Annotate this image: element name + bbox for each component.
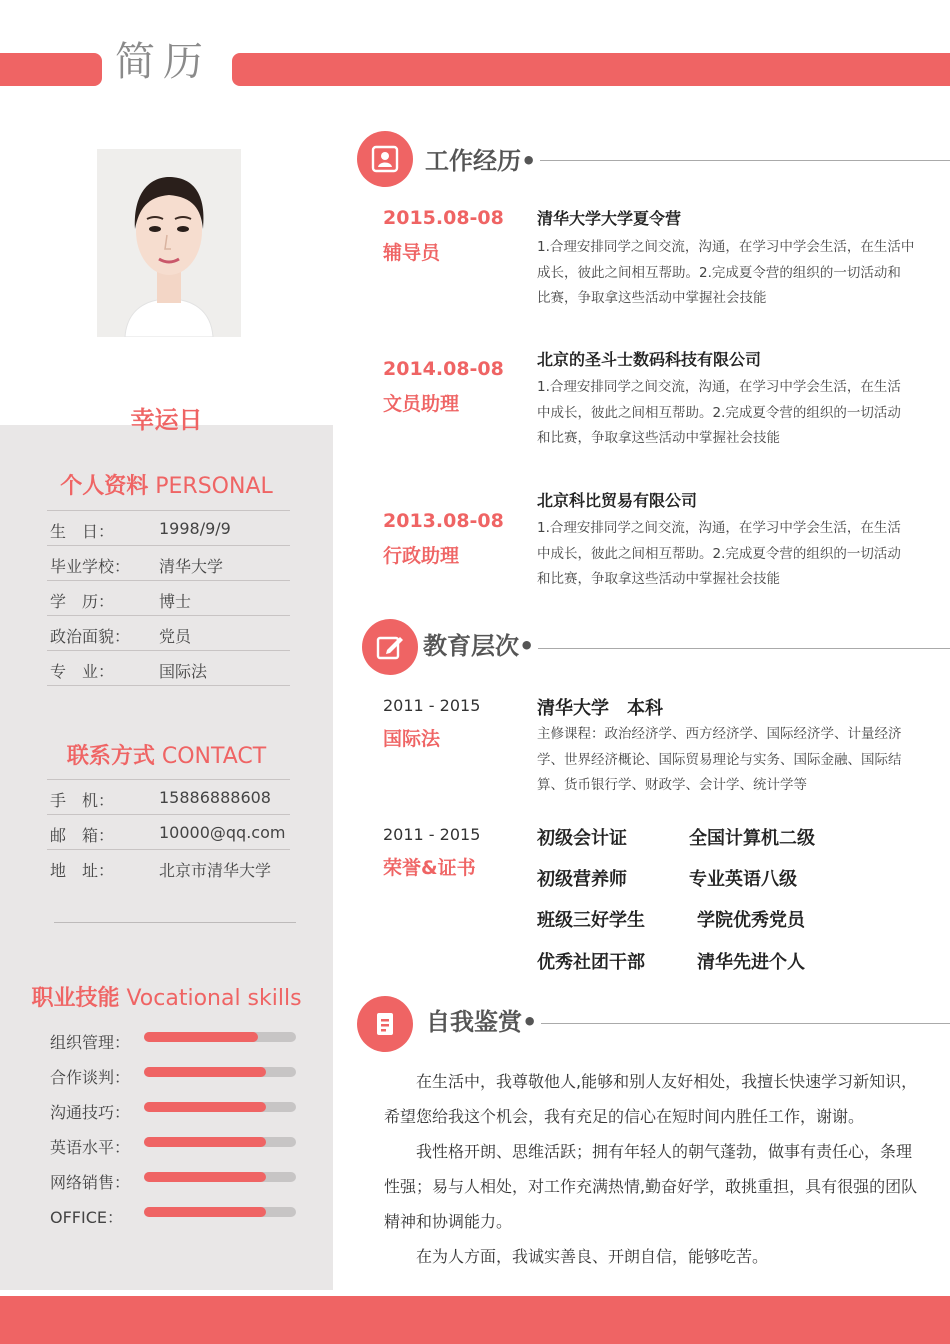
self-section-title: 自我鉴赏•	[426, 1008, 538, 1036]
work-description	[537, 516, 901, 593]
desc-line: 1.合理安排同学之间交流，沟通，在学习中学会生活，在生活	[537, 520, 901, 536]
cert-item: 清华先进个人	[697, 952, 805, 973]
info-value: 15886888608	[159, 788, 271, 807]
skill-bar-fill	[144, 1137, 266, 1147]
info-value: 国际法	[159, 662, 208, 681]
self-line: 精神和协调能力。	[384, 1212, 513, 1231]
cert-item: 专业英语八级	[689, 869, 797, 890]
info-row	[47, 850, 290, 885]
skill-item	[50, 1063, 300, 1087]
contact-info-table	[47, 779, 290, 885]
skills-title-cn: 职业技能	[31, 986, 120, 1011]
skill-bar-fill	[144, 1032, 258, 1042]
skills-title-en: Vocational skills	[126, 986, 302, 1011]
skill-bar-track	[144, 1137, 296, 1147]
skill-item	[50, 1168, 300, 1192]
cert-item: 初级会计证	[537, 828, 627, 849]
info-label: 地 址：	[50, 861, 115, 880]
work-date: 2015.08-08	[383, 207, 504, 229]
header-bar-right	[232, 53, 950, 86]
self-line: 在生活中，我尊敬他人,能够和别人友好相处，我擅长快速学习新知识，	[384, 1072, 918, 1091]
courses-line: 主修课程：政治经济学、西方经济学、国际经济学、计量经济	[537, 726, 902, 742]
self-line: 希望您给我这个机会，我有充足的信心在短时间内胜任工作，谢谢。	[384, 1107, 865, 1126]
skill-item	[50, 1098, 300, 1122]
work-role: 行政助理	[383, 545, 460, 567]
work-company: 清华大学大学夏令营	[537, 209, 682, 228]
info-value: 10000@qq.com	[159, 823, 286, 842]
education-major: 国际法	[383, 728, 441, 750]
info-label: 邮 箱：	[50, 826, 115, 845]
desc-line: 和比赛，争取拿这些活动中掌握社会技能	[537, 430, 780, 446]
work-date: 2014.08-08	[383, 358, 504, 380]
self-line: 性强；易与人相处，对工作充满热情,勤奋好学，敢挑重担，具有很强的团队	[384, 1177, 918, 1196]
self-line: 在为人方面，我诚实善良、开朗自信，能够吃苦。	[384, 1247, 769, 1266]
skill-label: OFFICE：	[50, 1208, 124, 1227]
work-description	[537, 235, 914, 312]
info-value: 北京市清华大学	[159, 861, 272, 880]
education-school: 清华大学 本科	[537, 698, 663, 719]
cert-item: 班级三好学生	[537, 910, 645, 931]
skill-item	[50, 1133, 300, 1157]
cert-item: 学院优秀党员	[697, 910, 805, 931]
work-role: 文员助理	[383, 393, 460, 415]
info-label: 政治面貌：	[50, 627, 131, 646]
work-date: 2013.08-08	[383, 510, 504, 532]
info-value: 1998/9/9	[159, 519, 231, 538]
skills-section-title	[0, 981, 333, 1012]
skill-bar-track	[144, 1067, 296, 1077]
contact-title-cn: 联系方式	[66, 744, 155, 769]
personal-title-cn: 个人资料	[60, 474, 149, 499]
cert-item: 全国计算机二级	[689, 828, 815, 849]
document-icon	[371, 1010, 399, 1038]
skill-bar-fill	[144, 1207, 266, 1217]
work-company: 北京科比贸易有限公司	[537, 491, 698, 510]
info-value: 清华大学	[159, 557, 224, 576]
desc-line: 1.合理安排同学之间交流，沟通，在学习中学会生活，在生活中	[537, 239, 915, 255]
page-title: 简历	[115, 39, 211, 85]
sidebar-divider	[54, 922, 296, 923]
desc-line: 中成长，彼此之间相互帮助。2.完成夏令营的组织的一切活动	[537, 404, 901, 421]
skill-label: 组织管理：	[50, 1033, 131, 1052]
desc-line: 中成长，彼此之间相互帮助。2.完成夏令营的组织的一切活动	[537, 545, 901, 562]
work-section-line	[540, 160, 950, 161]
personal-section-title	[0, 469, 333, 500]
cert-item: 初级营养师	[537, 869, 627, 890]
desc-line: 和比赛，争取拿这些活动中掌握社会技能	[537, 571, 780, 587]
personal-title-en: PERSONAL	[155, 474, 273, 499]
id-card-icon	[371, 145, 399, 173]
profile-photo	[97, 149, 241, 337]
education-date: 2011 - 2015	[383, 696, 481, 715]
skill-bar-track	[144, 1207, 296, 1217]
info-row	[47, 616, 290, 651]
skill-label: 沟通技巧：	[50, 1103, 131, 1122]
info-row	[47, 511, 290, 546]
desc-line: 成长，彼此之间相互帮助。2.完成夏令营的组织的一切活动和	[537, 264, 901, 281]
info-row	[47, 546, 290, 581]
profile-name: 幸运日	[130, 406, 203, 434]
work-role: 辅导员	[383, 242, 441, 264]
info-label: 学 历：	[50, 592, 115, 611]
info-row	[47, 815, 290, 850]
personal-info-table	[47, 510, 290, 686]
edit-icon	[376, 633, 404, 661]
self-evaluation-text	[384, 1064, 944, 1274]
desc-line: 1.合理安排同学之间交流，沟通，在学习中学会生活，在生活	[537, 379, 901, 395]
contact-title-en: CONTACT	[161, 744, 267, 769]
info-row	[47, 651, 290, 686]
skill-label: 合作谈判：	[50, 1068, 131, 1087]
courses-line: 算、货币银行学、财政学、会计学、统计学等	[537, 777, 807, 793]
skill-bar-fill	[144, 1172, 266, 1182]
info-label: 专 业：	[50, 662, 115, 681]
info-row	[47, 780, 290, 815]
work-company: 北京的圣斗士数码科技有限公司	[537, 350, 762, 369]
info-value: 博士	[159, 592, 192, 611]
honor-label: 荣誉&证书	[383, 857, 476, 879]
footer-bar	[0, 1296, 950, 1344]
contact-section-title	[0, 739, 333, 770]
education-section-line	[538, 648, 950, 649]
cert-item: 优秀社团干部	[537, 952, 645, 973]
skill-label: 英语水平：	[50, 1138, 131, 1157]
honor-date: 2011 - 2015	[383, 825, 481, 844]
info-row	[47, 581, 290, 616]
education-section-icon-circle	[362, 619, 418, 675]
self-line: 我性格开朗、思维活跃；拥有年轻人的朝气蓬勃，做事有责任心，条理	[384, 1142, 913, 1161]
info-label: 毕业学校：	[50, 557, 131, 576]
skill-bar-track	[144, 1102, 296, 1112]
work-section-icon-circle	[357, 131, 413, 187]
skill-bar-fill	[144, 1102, 266, 1112]
desc-line: 比赛，争取拿这些活动中掌握社会技能	[537, 290, 767, 306]
info-label: 生 日：	[50, 522, 115, 541]
skill-bar-track	[144, 1172, 296, 1182]
header-bar-left	[0, 53, 102, 86]
skill-item	[50, 1028, 300, 1052]
skill-item	[50, 1203, 300, 1227]
self-section-line	[541, 1023, 950, 1024]
courses-line: 学、世界经济概论、国际贸易理论与实务、国际金融、国际结	[537, 751, 902, 768]
info-value: 党员	[159, 627, 192, 646]
skill-bar-track	[144, 1032, 296, 1042]
work-description	[537, 375, 901, 452]
education-courses	[537, 722, 902, 799]
work-section-title: 工作经历•	[425, 147, 537, 175]
education-section-title: 教育层次•	[423, 632, 535, 660]
skill-label: 网络销售：	[50, 1173, 131, 1192]
skill-bar-fill	[144, 1067, 266, 1077]
info-label: 手 机：	[50, 791, 115, 810]
self-section-icon-circle	[357, 996, 413, 1052]
